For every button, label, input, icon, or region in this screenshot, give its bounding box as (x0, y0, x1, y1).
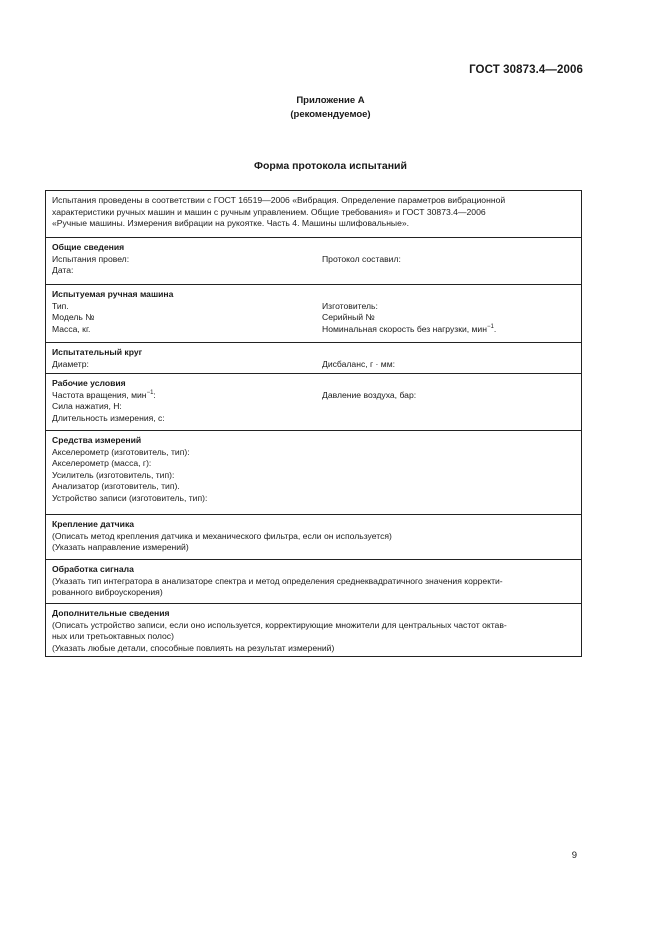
annex-heading (0, 94, 661, 122)
section-title: Испытуемая ручная машина (52, 289, 174, 299)
form-title: Форма протокола испытаний (254, 160, 407, 172)
additional-note: (Описать устройство записи, если оно используется, корректирующие множители для центральных частот октав- (52, 619, 507, 630)
rotation-exponent: −1 (146, 389, 154, 396)
machine-section (46, 284, 581, 342)
report-by-field: Протокол составил: (322, 253, 401, 264)
instrument-item: Усилитель (изготовитель, тип): (52, 469, 175, 480)
section-title: Рабочие условия (52, 378, 126, 388)
signal-note: рованного виброускорения) (52, 587, 163, 598)
intro-line: характеристики ручных машин и машин с ручным управлением. Общие требования» и ГОСТ 30873.4—2006 (52, 206, 486, 217)
mounting-note: (Описать метод крепления датчика и механического фильтра, если он используется) (52, 530, 392, 541)
section-title: Средства измерений (52, 435, 142, 445)
intro-section (46, 191, 581, 237)
force-field: Сила нажатия, Н: (52, 401, 122, 412)
rotation-end: : (153, 389, 156, 400)
annex-status: (рекомендуемое) (290, 109, 371, 120)
rotation-field (52, 390, 322, 402)
speed-exponent: −1 (486, 323, 494, 330)
mounting-note: (Указать направление измерений) (52, 542, 189, 553)
speed-field (322, 324, 575, 336)
speed-end: . (493, 323, 497, 334)
type-field: Тип. (52, 300, 69, 311)
instrument-item: Устройство записи (изготовитель, тип): (52, 492, 208, 503)
annex-title: Приложение А (296, 95, 365, 106)
duration-field: Длительность измерения, с: (52, 412, 165, 423)
mass-field: Масса, кг. (52, 323, 91, 334)
instrument-item: Акселерометр (масса, г): (52, 458, 152, 469)
rotation-label: Частота вращения, мин (52, 389, 147, 400)
imbalance-field: Дисбаланс, г · мм: (322, 358, 396, 369)
instrument-item: Акселерометр (изготовитель, тип): (52, 446, 190, 457)
instrument-item: Анализатор (изготовитель, тип). (52, 481, 180, 492)
diameter-field: Диаметр: (52, 358, 89, 369)
speed-label: Номинальная скорость без нагрузки, мин (322, 323, 487, 334)
section-title: Крепление датчика (52, 519, 135, 529)
date-field: Дата: (52, 265, 74, 276)
additional-note: (Указать любые детали, способные повлиять на результат измерений) (52, 642, 335, 653)
section-title: Обработка сигнала (52, 564, 134, 574)
model-field: Модель № (52, 312, 95, 323)
tested-by-field: Испытания провел: (52, 253, 130, 264)
additional-note: ных или третьоктавных полос) (52, 631, 174, 642)
air-pressure-field: Давление воздуха, бар: (322, 389, 417, 400)
additional-info-section (46, 603, 581, 656)
section-title: Дополнительные сведения (52, 608, 170, 618)
signal-processing-section (46, 559, 581, 603)
serial-field: Серийный № (322, 312, 375, 323)
section-title: Общие сведения (52, 242, 125, 252)
standard-number: ГОСТ 30873.4—2006 (469, 64, 583, 76)
section-title: Испытательный круг (52, 347, 143, 357)
working-conditions-section (46, 373, 581, 430)
intro-line: Испытания проведены в соответствии с ГОСТ 16519—2006 «Вибрация. Определение параметров вибрационной (52, 195, 506, 205)
test-report-form (45, 190, 582, 657)
test-wheel-section (46, 342, 581, 373)
sensor-mounting-section (46, 514, 581, 559)
manufacturer-field: Изготовитель: (322, 300, 378, 311)
page-number: 9 (571, 850, 577, 861)
instruments-section (46, 430, 581, 514)
signal-note: (Указать тип интегратора в анализаторе спектра и метод определения среднеквадратичного значения корректи- (52, 575, 503, 586)
intro-line: «Ручные машины. Измерения вибрации на рукоятке. Часть 4. Машины шлифовальные». (52, 218, 410, 229)
general-info-section (46, 237, 581, 284)
